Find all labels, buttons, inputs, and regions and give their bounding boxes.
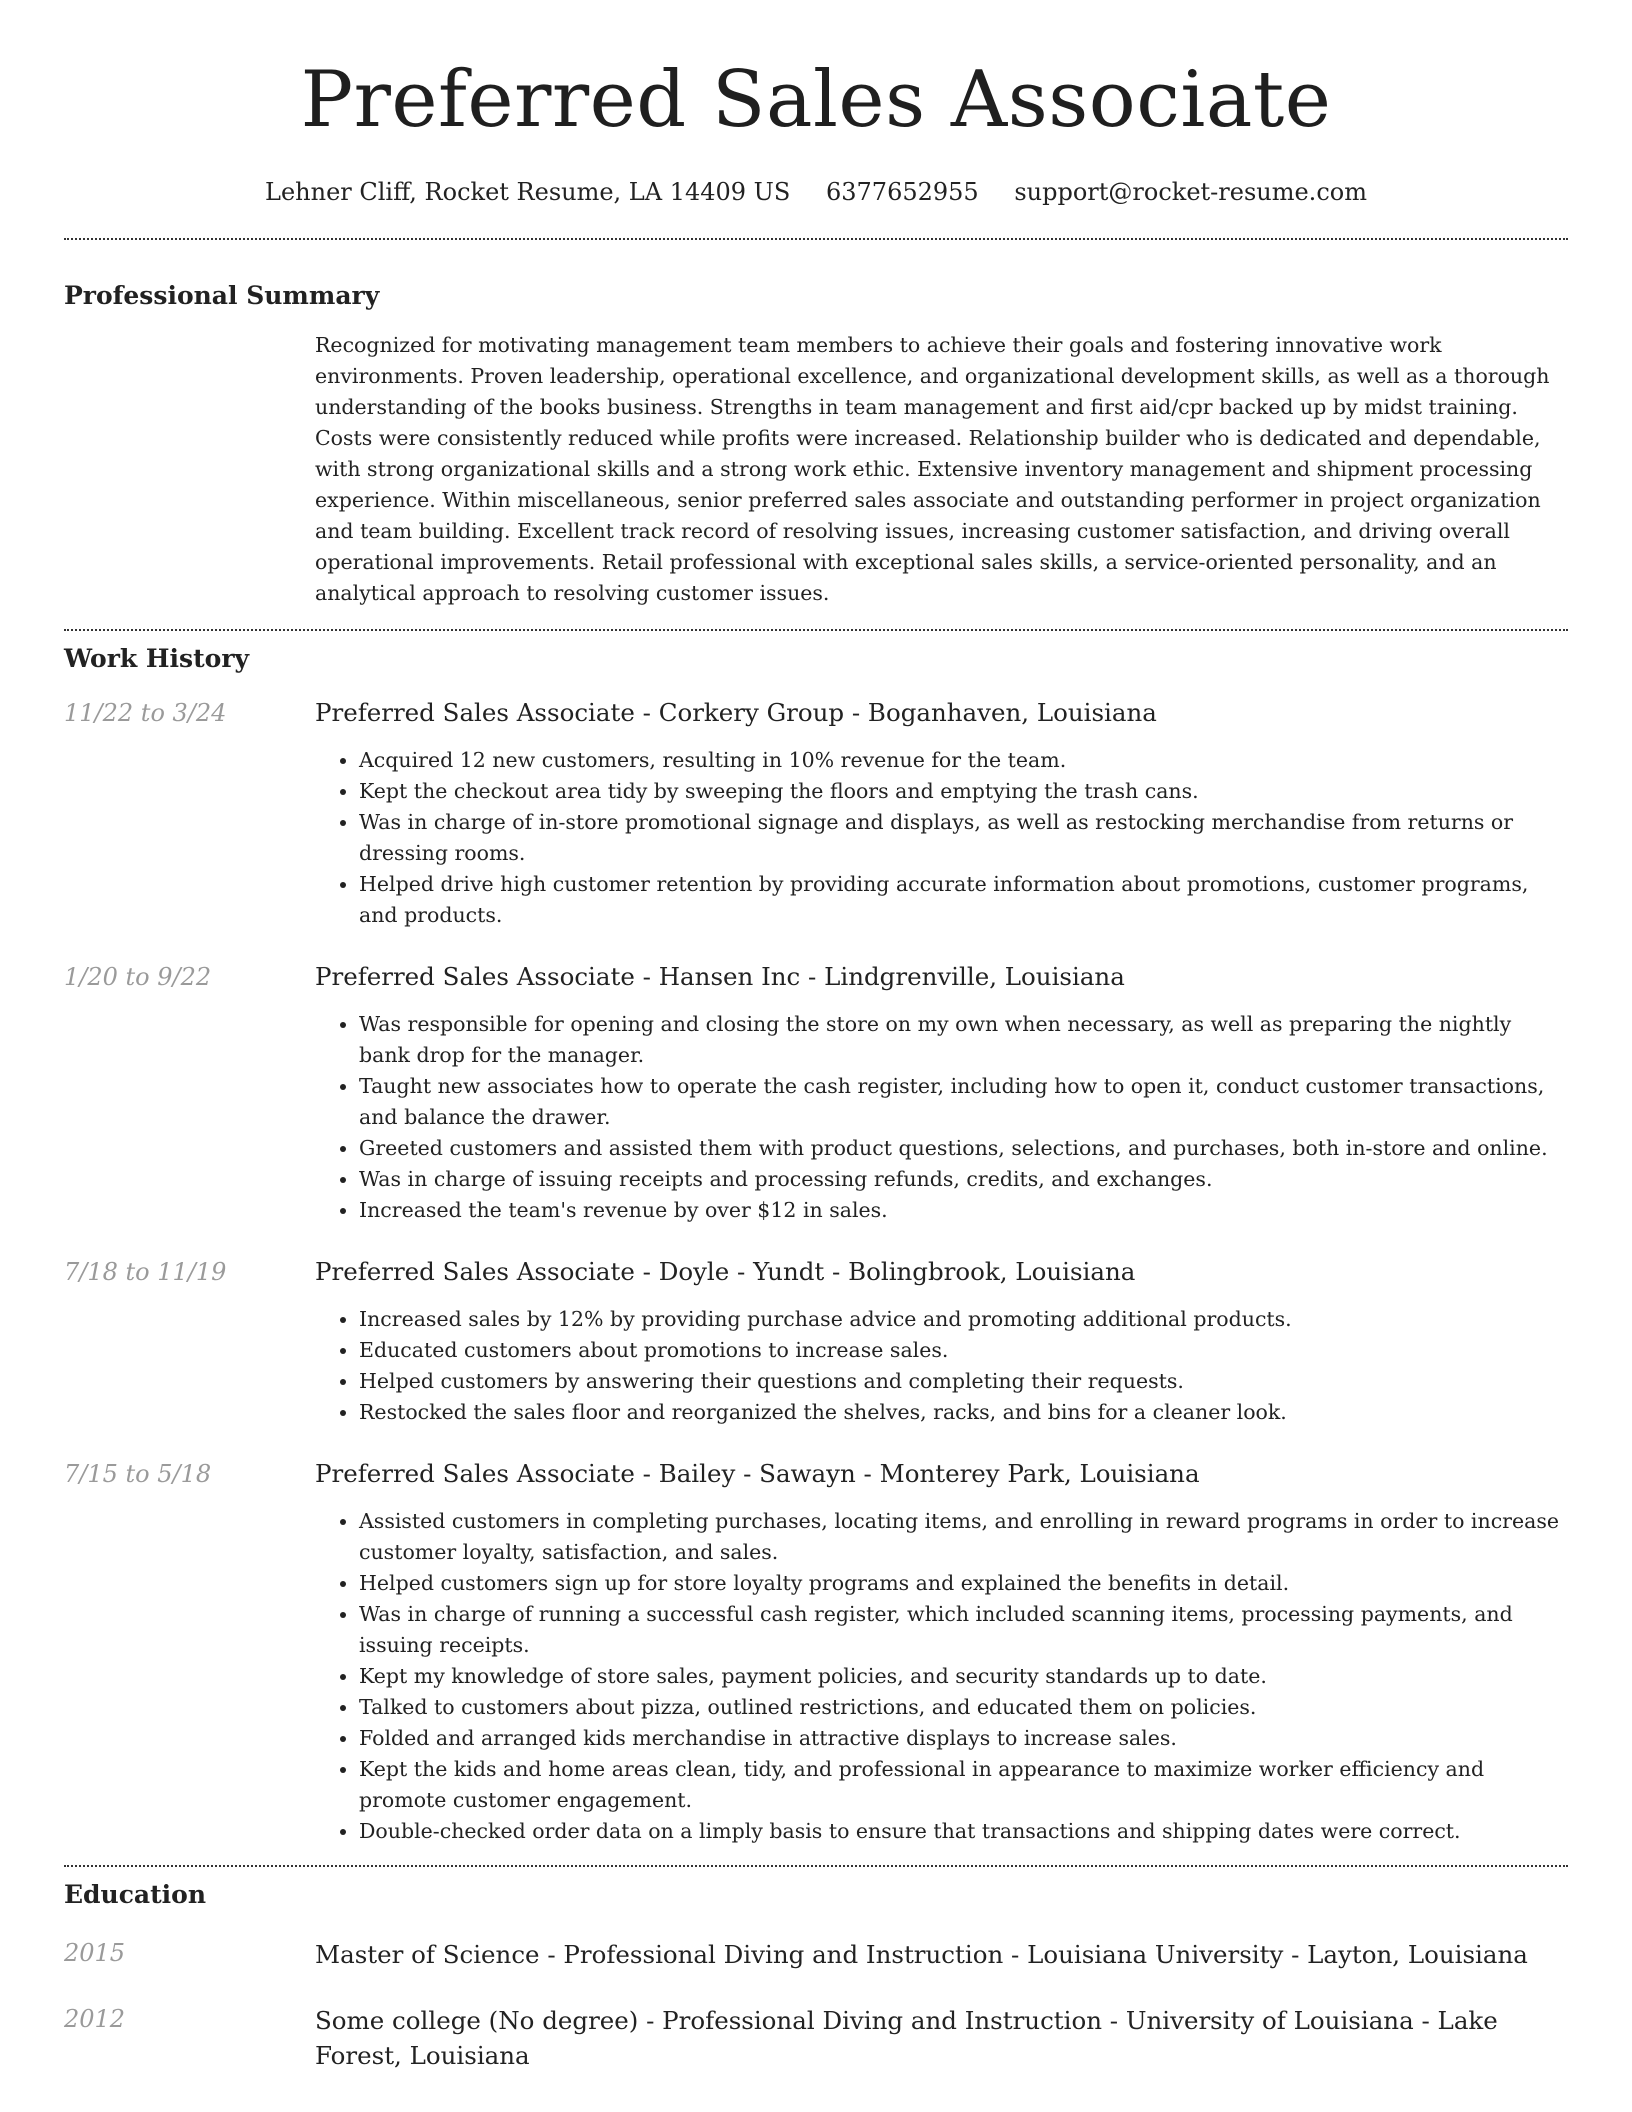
job-heading: Preferred Sales Associate - Doyle - Yundt - Bolingbrook, Louisiana [315,1257,1136,1286]
job-bullet: • Helped customers sign up for store loyalty programs and explained the benefits in detail. [359,1568,1568,1599]
job-entry [64,1458,1568,1847]
job-bullet: • Kept the checkout area tidy by sweeping the floors and emptying the trash cans. [359,776,1568,807]
job-bullet: • Increased sales by 12% by providing purchase advice and promoting additional products. [359,1304,1568,1335]
contact-address: Lehner Cliff, Rocket Resume, LA 14409 US [265,178,791,206]
job-bullet: • Was in charge of in-store promotional signage and displays, as well as restocking merchandise from returns or dressing rooms. [359,807,1568,869]
resume-title: Preferred Sales Associate [300,55,1332,145]
education-heading: Education [64,1880,207,1909]
job-dates: 7/15 to 5/18 [64,1460,212,1488]
job-dates: 11/22 to 3/24 [64,699,227,727]
job-bullet: • Was responsible for opening and closing the store on my own when necessary, as well as preparing the nightly bank drop for the manager. [359,1009,1568,1071]
education-entry [64,2003,1568,2073]
job-bullet: • Assisted customers in completing purchases, locating items, and enrolling in reward programs in order to increase customer loyalty, satisfaction, and sales. [359,1506,1568,1568]
section-divider [64,1865,1568,1867]
job-bullet: • Kept my knowledge of store sales, payment policies, and security standards up to date. [359,1661,1568,1692]
job-entry [64,697,1568,931]
job-bullet: • Educated customers about promotions to increase sales. [359,1335,1568,1366]
job-dates: 1/20 to 9/22 [64,963,212,991]
job-bullet: • Taught new associates how to operate the cash register, including how to open it, conduct customer transactions, and balance the drawer. [359,1071,1568,1133]
summary-heading: Professional Summary [64,281,380,310]
education-year: 2012 [64,2005,126,2033]
job-entry [64,961,1568,1226]
job-bullets [315,1506,1568,1847]
job-bullets [315,1304,1568,1428]
job-bullets [315,745,1568,931]
work-history-heading: Work History [64,644,250,673]
education-heading-line: Some college (No degree) - Professional Diving and Instruction - University of Louisiana - Lake Forest, Louisiana [315,2006,1498,2070]
section-divider [64,238,1568,240]
job-bullet: • Increased the team's revenue by over $12 in sales. [359,1195,1568,1226]
job-bullet: • Folded and arranged kids merchandise in attractive displays to increase sales. [359,1723,1568,1754]
education-heading-line: Master of Science - Professional Diving and Instruction - Louisiana University - Layton, Louisiana [315,1940,1528,1969]
job-entry [64,1256,1568,1428]
job-bullet: • Acquired 12 new customers, resulting in 10% revenue for the team. [359,745,1568,776]
job-bullet: • Greeted customers and assisted them with product questions, selections, and purchases, both in-store and online. [359,1133,1568,1164]
job-bullet: • Double-checked order data on a limply basis to ensure that transactions and shipping dates were correct. [359,1816,1568,1847]
job-heading: Preferred Sales Associate - Hansen Inc - Lindgrenville, Louisiana [315,962,1125,991]
job-heading: Preferred Sales Associate - Bailey - Sawayn - Monterey Park, Louisiana [315,1459,1200,1488]
contact-email: support@rocket-resume.com [1014,178,1367,206]
job-bullet: • Talked to customers about pizza, outlined restrictions, and educated them on policies. [359,1692,1568,1723]
job-bullets [315,1009,1568,1226]
job-bullet: • Helped drive high customer retention by providing accurate information about promotions, customer programs, and products. [359,869,1568,931]
summary-text: Recognized for motivating management team members to achieve their goals and fostering innovative work environments. Proven leadership, operational excellence, and organizational development skills, as well as a thorough understanding of the books business. Strengths in team management and first aid/cpr backed up by midst training. Costs were consistently reduced while profits were increased. Relationship builder who is dedicated and dependable, with strong organizational skills and a strong work ethic. Extensive inventory management and shipment processing experience. Within miscellaneous, senior preferred sales associate and outstanding performer in project organization and team building. Excellent track record of resolving issues, increasing customer satisfaction, and driving overall operational improvements. Retail professional with exceptional sales skills, a service-oriented personality, and an analytical approach to resolving customer issues. [315,333,1550,605]
section-divider [64,629,1568,631]
job-heading: Preferred Sales Associate - Corkery Group - Boganhaven, Louisiana [315,698,1157,727]
education-entry [64,1937,1568,1972]
contact-phone: 6377652955 [826,178,979,206]
education-year: 2015 [64,1939,126,1967]
job-bullet: • Was in charge of issuing receipts and processing refunds, credits, and exchanges. [359,1164,1568,1195]
job-bullet: • Was in charge of running a successful cash register, which included scanning items, processing payments, and issuing receipts. [359,1599,1568,1661]
contact-line [64,176,1568,208]
job-bullet: • Helped customers by answering their questions and completing their requests. [359,1366,1568,1397]
job-bullet: • Kept the kids and home areas clean, tidy, and professional in appearance to maximize worker efficiency and promote customer engagement. [359,1754,1568,1816]
job-dates: 7/18 to 11/19 [64,1258,227,1286]
resume-page [64,0,1568,2073]
job-bullet: • Restocked the sales floor and reorganized the shelves, racks, and bins for a cleaner look. [359,1397,1568,1428]
